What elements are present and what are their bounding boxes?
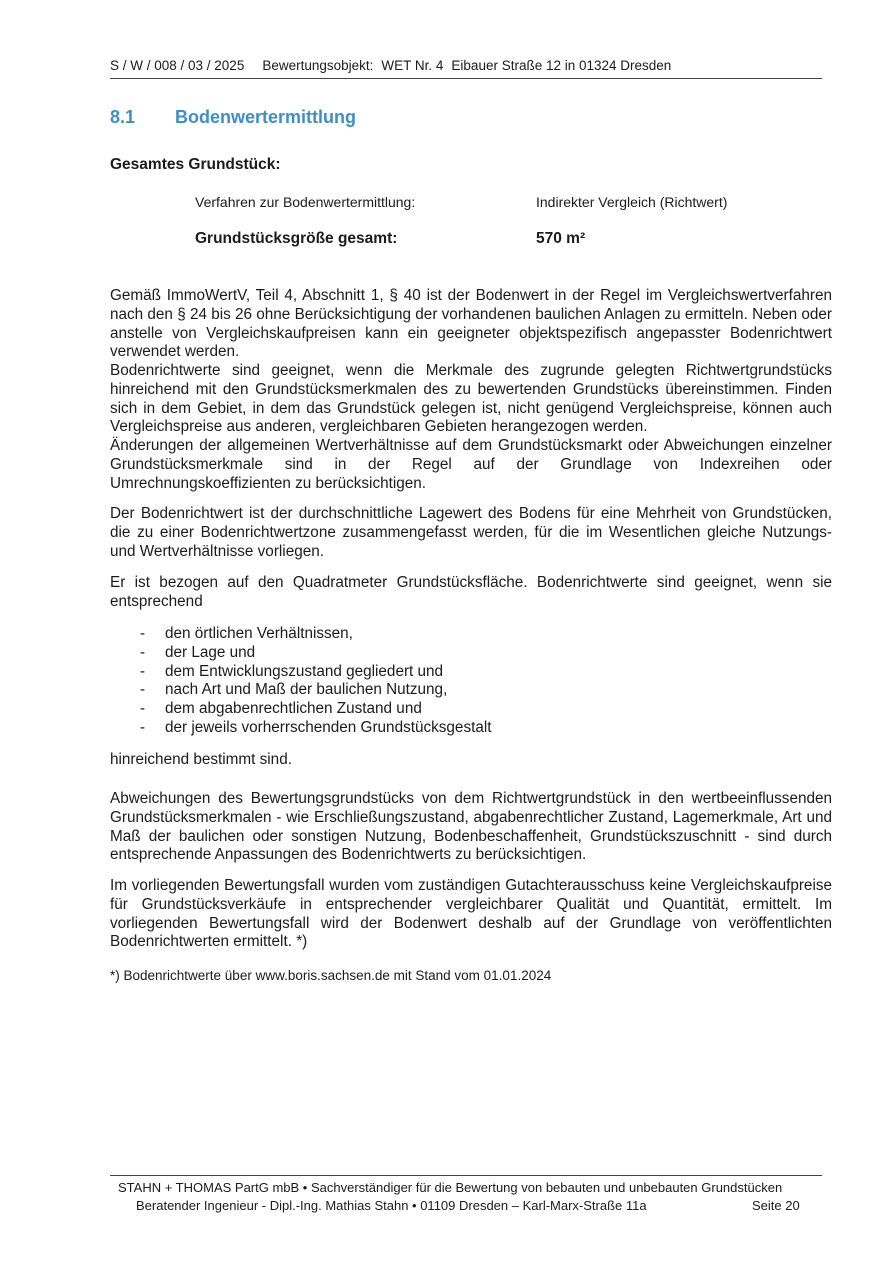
paragraph-valuation-case: Im vorliegenden Bewertungsfall wurden vom zuständigen Gutachterausschuss keine Vergleichskaufpreise für Grundstücksverkäufe in entsprechender vergleichbarer Qualität und Quantität, ermittelt. Im vorliegenden Bewertungsfall wird der Bodenwert deshalb auf der Grundlage von veröffentlichten Bodenrichtwerten ermittelt. *): [110, 877, 832, 951]
footer-contact-line: Beratender Ingenieur - Dipl.-Ing. Mathias Stahn • 01109 Dresden – Karl-Marx-Straße 11a: [136, 1198, 647, 1213]
section-heading: [110, 107, 356, 128]
header-divider: [110, 78, 822, 79]
section-number: 8.1: [110, 107, 136, 127]
subheading: Gesamtes Grundstück:: [110, 156, 281, 173]
size-value: 570 m²: [536, 230, 586, 247]
list-item: - der jeweils vorherrschenden Grundstücksgestalt: [140, 718, 492, 736]
list-item: - den örtlichen Verhältnissen,: [140, 625, 353, 642]
criteria-list: [110, 625, 810, 738]
footnote: *) Bodenrichtwerte über www.boris.sachsen.de mit Stand vom 01.01.2024: [110, 968, 552, 983]
paragraph-deviations: Abweichungen des Bewertungsgrundstücks von dem Richtwertgrundstück in den wertbeeinflussenden Grundstücksmerkmalen - wie Erschließungszustand, abgabenrechtlicher Zustand, Lagemerkmale, Art und Maß der baulichen oder sonstigen Nutzung, Bodenbeschaffenheit, Grundstückszuschnitt - sind durch entsprechende Anpassungen des Bodenrichtwerts zu berücksichtigen.: [110, 790, 832, 864]
object-unit: WET Nr. 4: [381, 58, 444, 73]
paragraph-after-list: hinreichend bestimmt sind.: [110, 751, 292, 768]
page-number: Seite 20: [752, 1198, 800, 1213]
method-label: Verfahren zur Bodenwertermittlung:: [195, 194, 416, 210]
footer-divider: [110, 1175, 822, 1176]
footer-company-line: STAHN + THOMAS PartG mbB • Sachverständiger für die Bewertung von bebauten und unbebauten Grundstücken: [118, 1180, 783, 1195]
object-label: Bewertungsobjekt:: [262, 58, 374, 73]
object-address: Eibauer Straße 12 in 01324 Dresden: [451, 58, 672, 73]
size-label: Grundstücksgröße gesamt:: [195, 230, 398, 247]
paragraph-definition: Der Bodenrichtwert ist der durchschnittliche Lagewert des Bodens für eine Mehrheit von Grundstücken, die zu einer Bodenrichtwertzone zusammengefasst werden, für die im Wesentlichen gleiche Nutzungs- und Wertverhältnisse vorliegen.: [110, 505, 832, 560]
paragraph-changes: Änderungen der allgemeinen Wertverhältnisse auf dem Grundstücksmarkt oder Abweichungen einzelner Grundstücksmerkmale sind in der Regel auf der Grundlage von Indexreihen oder Umrechnungskoeffizienten zu berücksichtigen.: [110, 437, 832, 492]
list-item: - dem Entwicklungszustand gegliedert und: [140, 662, 444, 680]
paragraph-suitability: Bodenrichtwerte sind geeignet, wenn die Merkmale des zugrunde gelegten Richtwertgrundstücks hinreichend mit den Grundstücksmerkmalen des zu bewertenden Grundstücks übereinstimmen. Finden sich in dem Gebiet, in dem das Grundstück gelegen ist, nicht genügend Vergleichspreise, können auch Vergleichspreise aus anderen, vergleichbaren Gebieten herangezogen werden.: [110, 362, 832, 436]
list-item: - der Lage und: [140, 643, 256, 661]
paragraph-legal-basis: Gemäß ImmoWertV, Teil 4, Abschnitt 1, § 40 ist der Bodenwert in der Regel im Vergleichswertverfahren nach den § 24 bis 26 ohne Berücksichtigung der vorhandenen baulichen Anlagen zu ermitteln. Neben oder anstelle von Vergleichskaufpreisen kann ein geeigneter objektspezifisch angepasster Bodenrichtwert verwendet werden.: [110, 287, 833, 361]
page-header: [110, 58, 820, 73]
document-reference: S / W / 008 / 03 / 2025: [110, 58, 245, 73]
method-value: Indirekter Vergleich (Richtwert): [536, 194, 728, 210]
list-item: - dem abgabenrechtlichen Zustand und: [140, 700, 422, 718]
list-item: - nach Art und Maß der baulichen Nutzung,: [140, 681, 448, 699]
section-title: Bodenwertermittlung: [175, 107, 357, 127]
paragraph-reference: Er ist bezogen auf den Quadratmeter Grundstücksfläche. Bodenrichtwerte sind geeignet, wenn sie entsprechend: [110, 574, 832, 610]
